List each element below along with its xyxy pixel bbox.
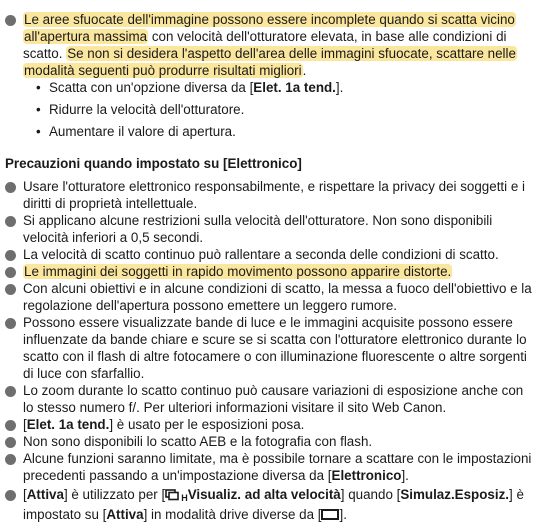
bullet-icon [5, 318, 16, 329]
list-item-11-j: ]. [339, 506, 347, 522]
small-dot-icon: • [36, 80, 41, 95]
list-item-5 [5, 281, 535, 315]
list-item-1-text: Usare l'otturatore elettronico responsabilmente, e rispettare la privacy dei soggetti e i diritti di proprietà intellettuale. [23, 179, 525, 211]
single-shooting-icon [321, 509, 339, 520]
list-item-4 [5, 264, 535, 281]
list-item-3 [5, 247, 535, 264]
list-item-11-i: ] in modalità drive diverse da [ [143, 506, 322, 522]
intro-paragraph [5, 12, 535, 80]
list-item-11-bold-2: Visualiz. ad alta velocità [187, 487, 341, 502]
list-item-6-text: Possono essere visualizzate bande di luce e le immagini acquisite possono essere influenzate da bande chiare e scure se si scatta con l'otturatore elettronico durante lo scatto con il flash di altre fotocamere o con illuminazione fluorescente o altre sorgenti di luce con sfarfallio. [23, 315, 527, 381]
intro-text-5: Se non si desidera l'aspetto dell'area delle immagini sfuocate, scattare nelle [67, 45, 516, 61]
bullet-icon [5, 182, 16, 193]
list-item-5-text: Con alcuni obiettivi e in alcune condizioni di scatto, la messa a fuoco dell'obiettivo e la regolazione dell'apertura possono emettere un leggero rumore. [23, 281, 532, 313]
list-item-11-e: ] quando [ [340, 487, 401, 502]
intro-text-2: all'apertura massima [24, 28, 148, 44]
sub-bullet-1-end: ]. [335, 80, 344, 95]
bullet-icon [5, 490, 16, 501]
high-speed-subscript: H [181, 493, 188, 503]
list-item-11-bold-4: Attiva [106, 506, 144, 522]
sub-bullet-1 [36, 80, 516, 97]
intro-text-6: modalità seguenti può produrre risultati migliori [24, 62, 302, 78]
intro-highlight-2 [23, 46, 517, 78]
bullet-icon [5, 216, 16, 227]
list-item-9-text: Non sono disponibili lo scatto AEB e la fotografia con flash. [23, 434, 373, 449]
bullet-icon [5, 386, 16, 397]
list-item-8-open: [ [23, 417, 27, 432]
list-item-6 [5, 315, 535, 383]
list-item-1 [5, 179, 535, 213]
intro-text-7: . [302, 62, 307, 78]
list-item-10-end: ]. [401, 467, 409, 483]
list-item-2 [5, 213, 535, 247]
sub-bullet-1-bold: Elet. 1a tend. [253, 80, 336, 95]
list-item-11 [5, 487, 535, 524]
sub-bullet-1-text: Scatta con un'opzione diversa da [ [49, 80, 254, 95]
sub-bullet-2 [36, 102, 516, 119]
sub-bullet-3-text: Aumentare il valore di apertura. [49, 124, 236, 139]
section-heading: Precauzioni quando impostato su [Elettronico] [5, 156, 302, 171]
intro-text-3: con velocità dell'otturatore elevata, in base alle condizioni di [148, 28, 507, 44]
bullet-icon [5, 15, 16, 26]
intro-text-1: Le aree sfuocate dell'immagine possono essere incomplete quando si scatta vicino [24, 12, 515, 27]
list-item-8-bold: Elet. 1a tend. [26, 417, 110, 432]
list-item-4-text: Le immagini dei soggetti in rapido movimento possono apparire distorte. [24, 264, 452, 279]
bullet-icon [5, 437, 16, 448]
list-item-7 [5, 383, 535, 417]
small-dot-icon: • [36, 102, 41, 117]
list-item-10-text: Alcune funzioni saranno limitate, ma è possibile tornare a scattare con le impostazioni precedenti passando a un'impostazione diversa da [ [23, 451, 532, 483]
high-speed-continuous-icon [165, 489, 188, 507]
bullet-icon [5, 420, 16, 431]
list-item-9 [5, 434, 535, 451]
bullet-icon [5, 454, 16, 465]
intro-text-4: scatto. [23, 45, 63, 61]
list-item-11-a: [ [23, 487, 27, 502]
bullet-icon [5, 284, 16, 295]
list-item-7-text: Lo zoom durante lo scatto continuo può causare variazioni di esposizione anche con lo stesso numero f/. Per ulteriori informazioni visitare il sito Web Canon. [23, 383, 524, 415]
list-item-11-c: ] è utilizzato per [ [63, 487, 166, 502]
bullet-icon [5, 267, 16, 278]
sub-bullet-3 [36, 124, 516, 141]
list-item-8-text: ] è usato per le esposizioni posa. [109, 417, 305, 432]
sub-bullet-2-text: Ridurre la velocità dell'otturatore. [49, 102, 245, 117]
list-item-11-bold-3: Simulaz.Esposiz. [400, 487, 509, 502]
list-item-2-text: Si applicano alcune restrizioni sulla velocità dell'otturatore. Non sono disponibili velocità inferiori a 0,5 secondi. [23, 213, 493, 245]
list-item-3-text: La velocità di scatto continuo può rallentare a seconda delle condizioni di scatto. [23, 247, 499, 262]
list-item-11-bold-1: Attiva [26, 487, 64, 502]
list-item-10-bold: Elettronico [331, 467, 402, 483]
bullet-icon [5, 250, 16, 261]
list-item-11-g: ] è impostato su [ [23, 487, 524, 522]
list-item-8 [5, 417, 535, 434]
list-item-10 [5, 451, 535, 485]
small-dot-icon: • [36, 124, 41, 139]
